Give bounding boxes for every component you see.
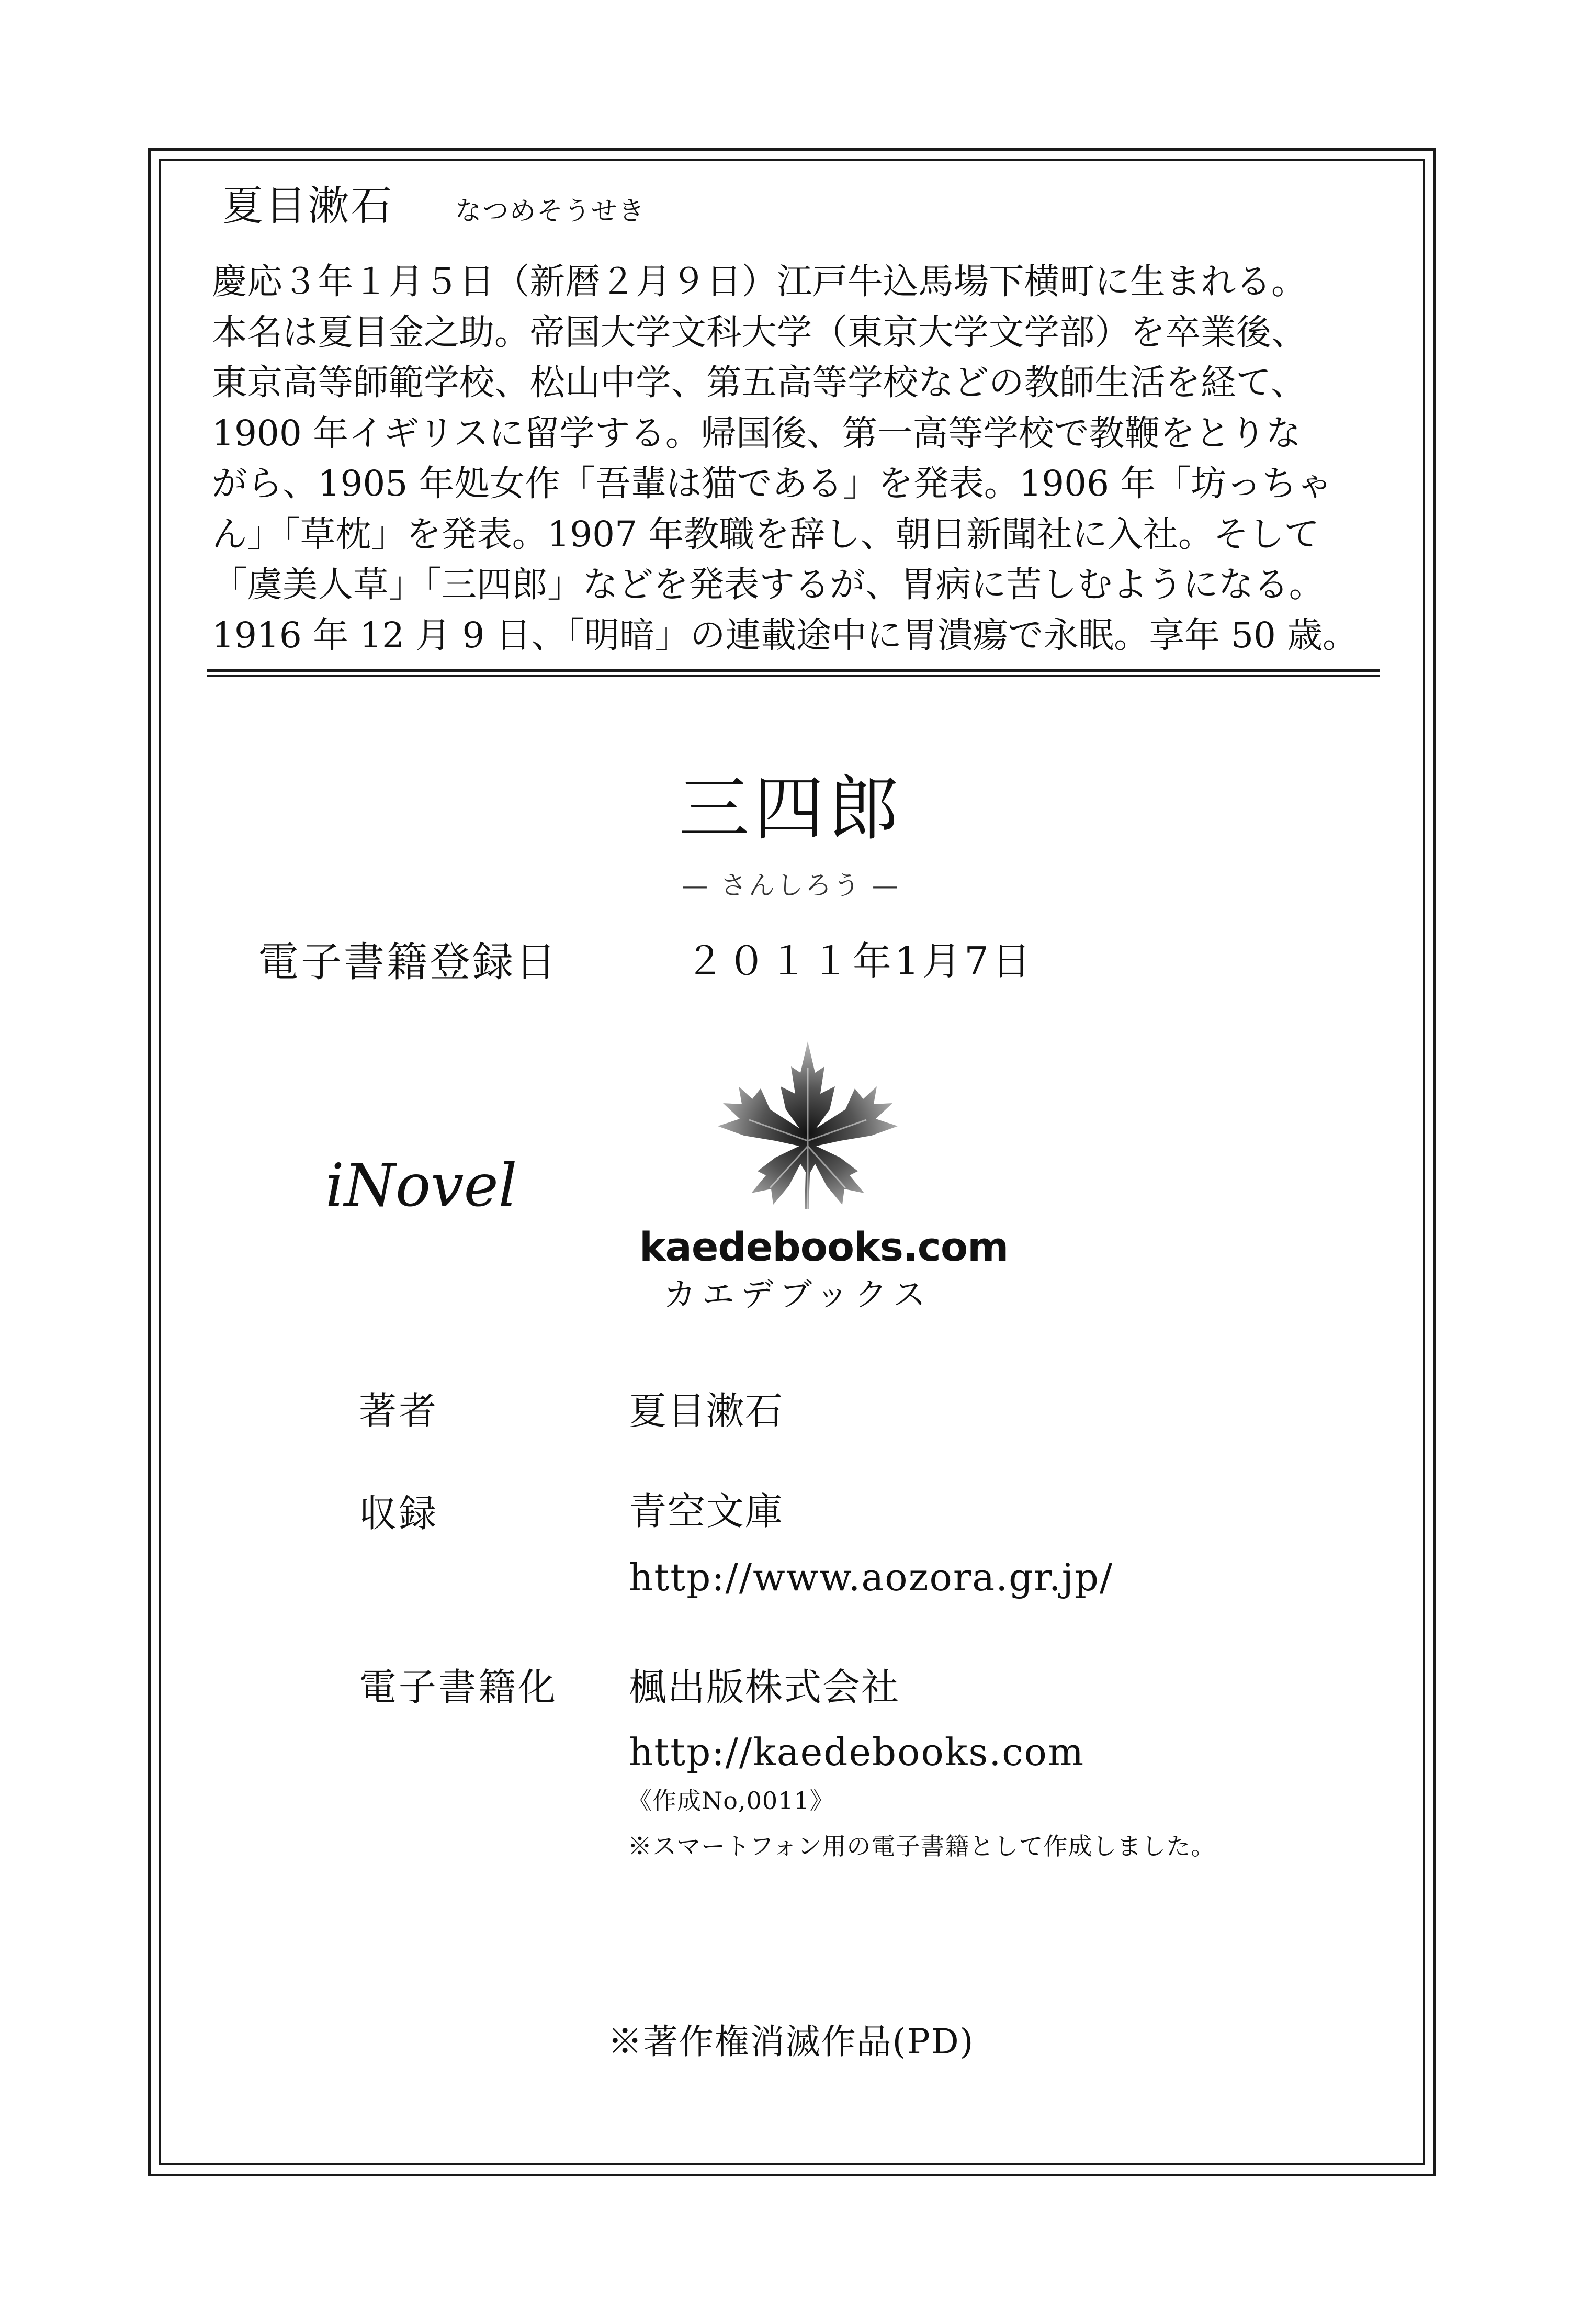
smartphone-note: ※スマートフォン用の電子書籍として作成しました。 (628, 1832, 1216, 1860)
bio-line: 慶応３年１月５日（新暦２月９日）江戸牛込馬場下横町に生まれる。 (212, 261, 1307, 302)
bio-line: 東京高等師範学校、松山中学、第五高等学校などの教師生活を経て、 (212, 362, 1306, 403)
inovel-logo: iNovel (325, 1152, 517, 1220)
public-domain-note: ※著作権消滅作品(PD) (607, 2022, 975, 2062)
digitized-label: 電子書籍化 (359, 1665, 558, 1709)
registration-date-value: ２０１１年1月7日 (685, 939, 1034, 984)
bio-line: 「虞美人草」「三四郎」などを発表するが、胃病に苦しむようになる。 (212, 564, 1325, 605)
book-title: 三四郎 (679, 768, 903, 850)
author-value: 夏目漱石 (629, 1389, 784, 1433)
edition-note: 《作成No,0011》 (628, 1787, 834, 1815)
digitized-url[interactable]: http://kaedebooks.com (629, 1730, 1085, 1774)
book-title-reading: — さんしろう — (682, 870, 900, 901)
author-name: 夏目漱石 (222, 183, 394, 230)
registration-date-label: 電子書籍登録日 (258, 939, 559, 986)
author-label: 著者 (359, 1389, 439, 1433)
bio-line: がら、1905 年処女作「吾輩は猫である」を発表。1906 年「坊っちゃ (212, 463, 1332, 504)
kaedebooks-kana: カエデブックス (663, 1275, 932, 1313)
author-biography (212, 256, 1384, 660)
source-url[interactable]: http://www.aozora.gr.jp/ (629, 1555, 1114, 1599)
author-reading: なつめそうせき (455, 196, 646, 226)
bio-line: ん」「草枕」を発表。1907 年教職を辞し、朝日新聞社に入社。そして (212, 513, 1319, 555)
source-label: 収録 (359, 1491, 439, 1535)
source-value: 青空文庫 (629, 1489, 784, 1533)
bio-line: 1916 年 12 月 9 日、「明暗」の連載途中に胃潰瘍で永眠。享年 50 歳。 (212, 614, 1358, 656)
bio-line: 本名は夏目金之助。帝国大学文科大学（東京大学文学部）を卒業後、 (212, 311, 1307, 353)
maple-leaf-icon (707, 1036, 908, 1245)
section-divider (207, 669, 1380, 677)
kaedebooks-logo: kaedebooks.com (639, 1223, 1009, 1270)
bio-line: 1900 年イギリスに留学する。帰国後、第一高等学校で教鞭をとりな (212, 412, 1301, 454)
digitized-value: 楓出版株式会社 (629, 1665, 900, 1709)
